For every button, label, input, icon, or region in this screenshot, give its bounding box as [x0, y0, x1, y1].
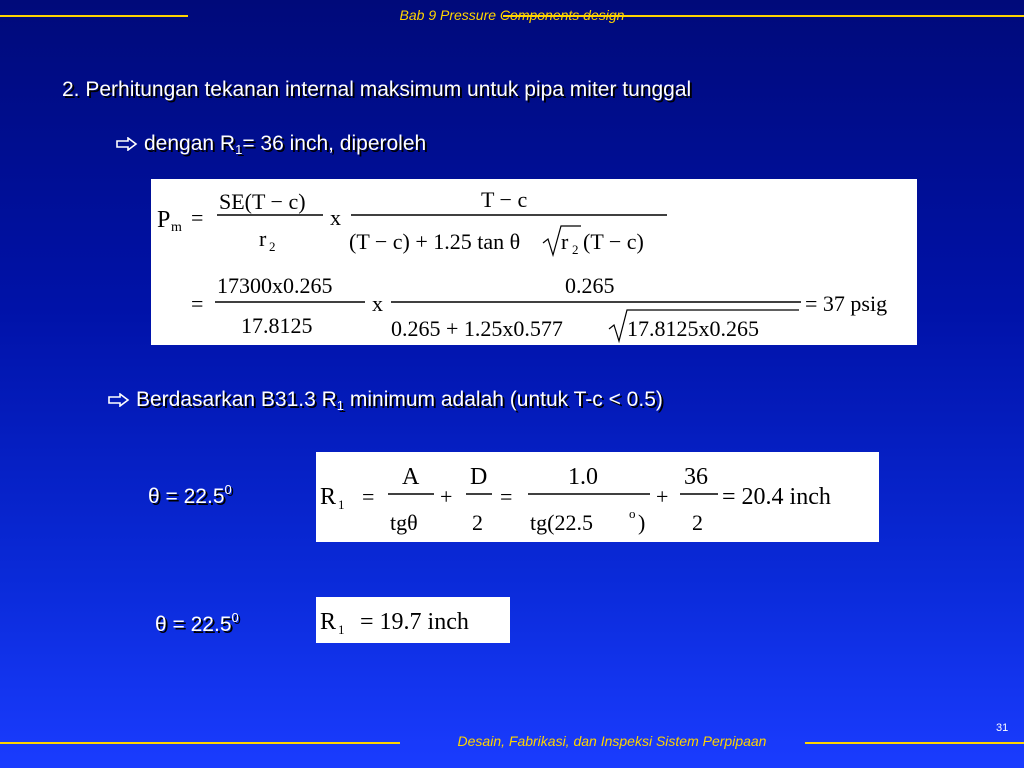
fraction-2-numerator: T − c	[481, 187, 528, 212]
svg-text:r: r	[561, 229, 569, 254]
fraction-2-denominator-a: (T − c) + 1.25 tan θ	[349, 229, 521, 254]
page-number: 31	[996, 722, 1009, 734]
svg-text:2: 2	[269, 239, 276, 254]
fraction-36-numerator: 36	[684, 464, 708, 490]
fraction-a-denominator: tgθ	[390, 510, 418, 535]
svg-text:17.8125x0.265: 17.8125x0.265	[627, 316, 759, 341]
formula3-rhs: = 19.7 inch	[360, 609, 469, 635]
formula-lhs: P	[157, 207, 171, 233]
fraction-2-denominator-b: (T − c)	[583, 229, 644, 254]
row2-fraction-1-numerator: 17300x0.265	[217, 273, 333, 298]
row2-fraction-2-denominator-a: 0.265 + 1.25x0.577	[391, 316, 563, 341]
theta-label-2: $\theta = 22.5^0$	[155, 610, 239, 636]
row2-fraction-2-numerator: 0.265	[565, 273, 615, 298]
arrow-right-icon	[116, 137, 138, 151]
svg-text:o: o	[629, 506, 636, 521]
fraction-1-numerator: SE(T − c)	[219, 189, 306, 214]
multiply-x: x	[330, 205, 341, 230]
formula-box-pm	[151, 179, 917, 345]
svg-text:1: 1	[338, 622, 345, 637]
svg-text:1: 1	[338, 497, 345, 512]
formula2-lhs: R	[320, 484, 337, 510]
formula-lhs-sub: m	[171, 220, 182, 235]
svg-text:2: 2	[572, 242, 579, 257]
svg-text:=: =	[362, 484, 375, 509]
fraction-1-denominator: r	[259, 226, 267, 251]
fraction-d-numerator: D	[470, 464, 488, 490]
formula-box-r1-result	[316, 597, 510, 643]
fraction-d-denominator: 2	[472, 510, 483, 535]
fraction-36-denominator: 2	[692, 510, 703, 535]
svg-text:=: =	[191, 291, 204, 316]
svg-text:x: x	[372, 291, 383, 316]
svg-text:): )	[638, 510, 646, 535]
svg-text:=: =	[191, 205, 204, 230]
bullet-radius: dengan $R_1= 36$ inch, diperoleh	[116, 132, 426, 157]
arrow-right-icon	[108, 393, 130, 407]
theta-label-1: $\theta = 22.5^0$	[148, 482, 232, 508]
fraction-a-numerator: A	[402, 464, 420, 490]
svg-text:+: +	[656, 484, 669, 509]
row2-fraction-1-denominator: 17.8125	[241, 313, 313, 338]
formula-box-r1	[316, 452, 879, 542]
svg-text:+: +	[440, 484, 453, 509]
header-title: Bab 9 Pressure Components design	[399, 7, 625, 23]
bullet-b313: Berdasarkan B31.3 $R_1$ minimum adalah (untuk T-c < 0.5)	[108, 388, 663, 413]
formula2-result: = 20.4 inch	[722, 484, 831, 510]
footer-text: Desain, Fabrikasi, dan Inspeksi Sistem Perpipaan	[457, 733, 767, 749]
fraction-value-numerator: 1.0	[568, 464, 598, 490]
fraction-value-denominator: tg(22.5	[530, 510, 593, 535]
svg-text:=: =	[500, 484, 513, 509]
section-heading: 2. Perhitungan tekanan internal maksimum untuk pipa miter tunggal	[62, 78, 692, 101]
formula-result: = 37 psig	[805, 291, 888, 316]
formula3-lhs: R	[320, 609, 337, 635]
